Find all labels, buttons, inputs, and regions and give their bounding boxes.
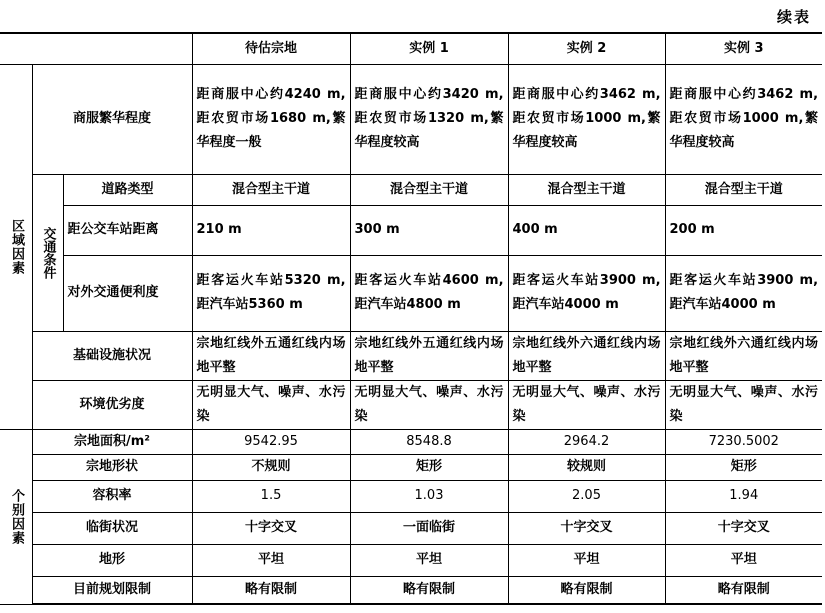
row-label-environment: 环境优劣度 xyxy=(32,380,192,429)
cell-shape-case-2: 较规则 xyxy=(508,454,665,480)
cell-bus-distance-case-1: 300 m xyxy=(350,205,508,255)
cell-terrain-case-1: 平坦 xyxy=(350,544,508,576)
cell-frontage-case-2: 十字交叉 xyxy=(508,512,665,544)
cell-area-case-1: 8548.8 xyxy=(350,429,508,454)
cell-environment-case-3: 无明显大气、噪声、水污染 xyxy=(665,380,822,429)
cell-far-subject: 1.5 xyxy=(192,480,350,512)
cell-shape-case-3: 矩形 xyxy=(665,454,822,480)
cell-infrastructure-subject: 宗地红线外五通红线内场地平整 xyxy=(192,331,350,380)
header-blank-cell xyxy=(0,33,192,64)
cell-far-case-2: 2.05 xyxy=(508,480,665,512)
cell-road-type-subject: 混合型主干道 xyxy=(192,174,350,205)
cell-commercial-case-1: 距商服中心约3420 m,距农贸市场1320 m,繁华程度较高 xyxy=(350,64,508,174)
cell-shape-case-1: 矩形 xyxy=(350,454,508,480)
cell-planning-subject: 略有限制 xyxy=(192,576,350,604)
cell-infrastructure-case-2: 宗地红线外六通红线内场地平整 xyxy=(508,331,665,380)
comparison-table xyxy=(0,32,822,605)
cell-frontage-subject: 十字交叉 xyxy=(192,512,350,544)
cell-area-subject: 9542.95 xyxy=(192,429,350,454)
cell-road-type-case-2: 混合型主干道 xyxy=(508,174,665,205)
cell-commercial-case-3: 距商服中心约3462 m,距农贸市场1000 m,繁华程度较高 xyxy=(665,64,822,174)
continued-table-label: 续表 xyxy=(776,8,811,26)
cell-road-type-case-3: 混合型主干道 xyxy=(665,174,822,205)
cell-infrastructure-case-1: 宗地红线外五通红线内场地平整 xyxy=(350,331,508,380)
cell-bus-distance-case-3: 200 m xyxy=(665,205,822,255)
col-header-case-1: 实例 1 xyxy=(350,33,508,64)
row-label-external-traffic: 对外交通便利度 xyxy=(63,255,192,331)
row-label-bus-distance: 距公交车站距离 xyxy=(63,205,192,255)
row-label-terrain: 地形 xyxy=(32,544,192,576)
row-infrastructure xyxy=(0,331,822,380)
cell-external-traffic-case-2: 距客运火车站3900 m,距汽车站4000 m xyxy=(508,255,665,331)
cell-frontage-case-3: 十字交叉 xyxy=(665,512,822,544)
cell-commercial-case-2: 距商服中心约3462 m,距农贸市场1000 m,繁华程度较高 xyxy=(508,64,665,174)
row-far xyxy=(0,480,822,512)
col-header-case-2: 实例 2 xyxy=(508,33,665,64)
header-row xyxy=(0,33,822,64)
cell-environment-subject: 无明显大气、噪声、水污染 xyxy=(192,380,350,429)
cell-frontage-case-1: 一面临街 xyxy=(350,512,508,544)
row-bus-distance xyxy=(0,205,822,255)
cell-external-traffic-case-1: 距客运火车站4600 m,距汽车站4800 m xyxy=(350,255,508,331)
cell-external-traffic-case-3: 距客运火车站3900 m,距汽车站4000 m xyxy=(665,255,822,331)
cell-far-case-3: 1.94 xyxy=(665,480,822,512)
row-label-area: 宗地面积/m² xyxy=(32,429,192,454)
subgroup-traffic-label: 交通条件 xyxy=(40,226,56,279)
row-environment xyxy=(0,380,822,429)
cell-infrastructure-case-3: 宗地红线外六通红线内场地平整 xyxy=(665,331,822,380)
row-label-shape: 宗地形状 xyxy=(32,454,192,480)
row-label-far: 容积率 xyxy=(32,480,192,512)
cell-external-traffic-subject: 距客运火车站5320 m,距汽车站5360 m xyxy=(192,255,350,331)
row-planning xyxy=(0,576,822,604)
col-header-case-3: 实例 3 xyxy=(665,33,822,64)
row-label-planning: 目前规划限制 xyxy=(32,576,192,604)
cell-far-case-1: 1.03 xyxy=(350,480,508,512)
cell-commercial-subject: 距商服中心约4240 m,距农贸市场1680 m,繁华程度一般 xyxy=(192,64,350,174)
row-area xyxy=(0,429,822,454)
cell-bus-distance-subject: 210 m xyxy=(192,205,350,255)
subgroup-traffic-cell xyxy=(32,174,63,331)
cell-terrain-subject: 平坦 xyxy=(192,544,350,576)
cell-planning-case-2: 略有限制 xyxy=(508,576,665,604)
group-regional-cell xyxy=(0,64,32,429)
cell-planning-case-3: 略有限制 xyxy=(665,576,822,604)
group-individual-cell xyxy=(0,429,32,604)
cell-environment-case-1: 无明显大气、噪声、水污染 xyxy=(350,380,508,429)
col-header-subject: 待估宗地 xyxy=(192,33,350,64)
cell-bus-distance-case-2: 400 m xyxy=(508,205,665,255)
row-label-infrastructure: 基础设施状况 xyxy=(32,331,192,380)
row-frontage xyxy=(0,512,822,544)
row-road-type xyxy=(0,174,822,205)
cell-planning-case-1: 略有限制 xyxy=(350,576,508,604)
row-label-commercial: 商服繁华程度 xyxy=(32,64,192,174)
row-terrain xyxy=(0,544,822,576)
cell-environment-case-2: 无明显大气、噪声、水污染 xyxy=(508,380,665,429)
cell-area-case-3: 7230.5002 xyxy=(665,429,822,454)
row-shape xyxy=(0,454,822,480)
row-commercial xyxy=(0,64,822,174)
row-external-traffic xyxy=(0,255,822,331)
cell-shape-subject: 不规则 xyxy=(192,454,350,480)
cell-terrain-case-2: 平坦 xyxy=(508,544,665,576)
group-regional-label: 区域因素 xyxy=(9,218,24,275)
row-label-road-type: 道路类型 xyxy=(63,174,192,205)
row-label-frontage: 临街状况 xyxy=(32,512,192,544)
cell-area-case-2: 2964.2 xyxy=(508,429,665,454)
cell-terrain-case-3: 平坦 xyxy=(665,544,822,576)
group-individual-label: 个别因素 xyxy=(9,488,24,545)
cell-road-type-case-1: 混合型主干道 xyxy=(350,174,508,205)
